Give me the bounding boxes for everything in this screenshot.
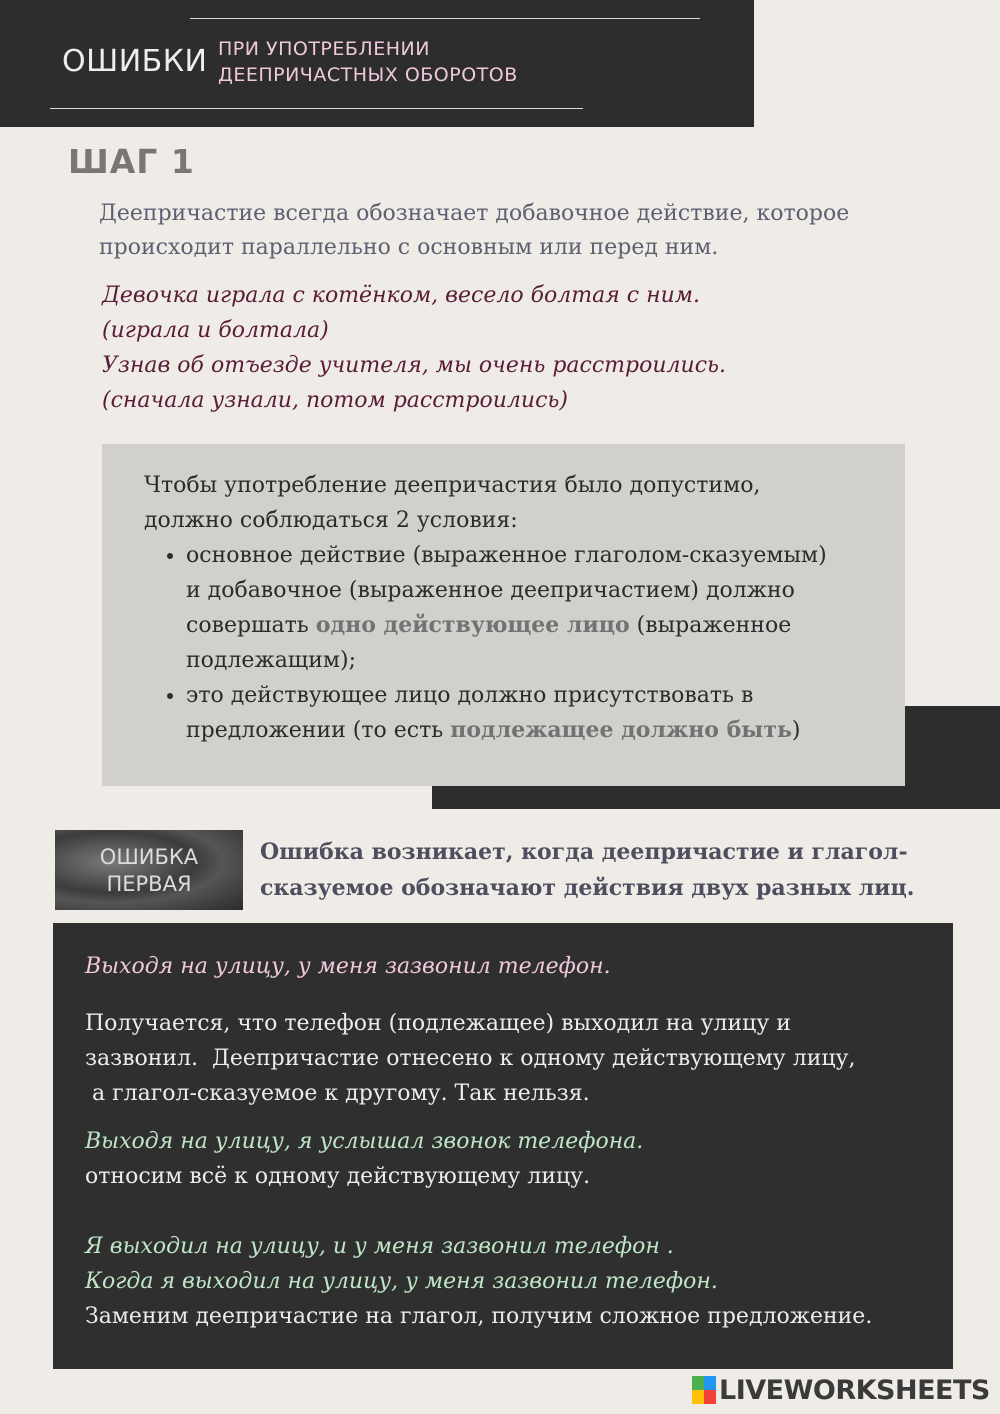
- header-subtitle-line1: ПРИ УПОТРЕБЛЕНИИ: [218, 38, 430, 60]
- correct-example: Я выходил на улицу, и у меня зазвонил телефон .: [85, 1234, 674, 1259]
- error-tag: [55, 830, 243, 910]
- logo-icon-cell: [692, 1390, 704, 1404]
- correct-example: Выходя на улицу, я услышал звонок телефона.: [85, 1129, 644, 1154]
- conditions-text: [144, 468, 884, 748]
- step-title: ШАГ 1: [68, 142, 195, 181]
- condition-item: [186, 538, 884, 678]
- condition-highlight: подлежащее должно быть: [450, 717, 792, 743]
- intro-line: Деепричастие всегда обозначает добавочное действие, которое: [99, 201, 850, 226]
- error-tag-label: [55, 844, 243, 898]
- condition-highlight: одно действующее лицо: [315, 612, 630, 638]
- condition-text: основное действие (выраженное глаголом-сказуемым): [186, 543, 827, 568]
- intro-paragraph: [99, 197, 959, 265]
- error-tag-line: ОШИБКА: [99, 845, 199, 869]
- condition-text: подлежащим);: [186, 648, 357, 673]
- header-title: ОШИБКИ: [62, 44, 208, 79]
- intro-line: происходит параллельно с основным или перед ним.: [99, 235, 719, 260]
- condition-text: совершать: [186, 613, 316, 638]
- header-subtitle: [218, 36, 518, 88]
- logo-text: LIVEWORKSHEETS: [719, 1374, 990, 1406]
- conditions-intro-line: должно соблюдаться 2 условия:: [144, 508, 518, 533]
- error-tag-line: ПЕРВАЯ: [106, 872, 192, 896]
- example-line: (сначала узнали, потом расстроились): [102, 388, 568, 413]
- example-line: (играла и болтала): [102, 318, 329, 343]
- condition-text: это действующее лицо должно присутствовать в: [186, 683, 754, 708]
- error-heading-line: сказуемое обозначают действия двух разных лиц.: [260, 875, 915, 901]
- conditions-box: [102, 444, 905, 786]
- logo-icon-cell: [704, 1376, 716, 1390]
- condition-text: ): [791, 718, 801, 743]
- conditions-list: [144, 538, 884, 748]
- correct-example: Когда я выходил на улицу, у меня зазвонил телефон.: [85, 1269, 718, 1294]
- header-top-rule: [190, 18, 700, 19]
- conditions-intro-line: Чтобы употребление деепричастия было допустимо,: [144, 473, 761, 498]
- examples-block: [102, 278, 962, 418]
- explanation-line: Получается, что телефон (подлежащее) выходил на улицу и: [85, 1011, 791, 1036]
- condition-item: [186, 678, 884, 748]
- logo-icon-cell: [692, 1376, 704, 1390]
- liveworksheets-logo[interactable]: [692, 1373, 990, 1407]
- correction-note: относим всё к одному действующему лицу.: [85, 1164, 591, 1189]
- header-bottom-rule: [50, 108, 583, 109]
- wrong-example: Выходя на улицу, у меня зазвонил телефон.: [85, 954, 611, 979]
- condition-text: (выраженное: [629, 613, 792, 638]
- condition-text: и добавочное (выраженное деепричастием) должно: [186, 578, 795, 603]
- condition-text: предложении (то есть: [186, 718, 451, 743]
- explanation-line: зазвонил. Деепричастие отнесено к одному действующему лицу,: [85, 1046, 856, 1071]
- header-subtitle-line2: ДЕЕПРИЧАСТНЫХ ОБОРОТОВ: [218, 64, 518, 86]
- explanation-line: а глагол-сказуемое к другому. Так нельзя.: [85, 1081, 590, 1106]
- error-heading-line: Ошибка возникает, когда деепричастие и глагол-: [260, 839, 908, 865]
- correction-note: Заменим деепричастие на глагол, получим сложное предложение.: [85, 1304, 873, 1329]
- example-line: Узнав об отъезде учителя, мы очень расстроились.: [102, 353, 727, 378]
- example-line: Девочка играла с котёнком, весело болтая с ним.: [102, 283, 701, 308]
- error-heading: [260, 834, 960, 906]
- liveworksheets-logo-icon: [692, 1376, 716, 1404]
- logo-icon-cell: [704, 1390, 716, 1404]
- explanation-box: [53, 923, 953, 1369]
